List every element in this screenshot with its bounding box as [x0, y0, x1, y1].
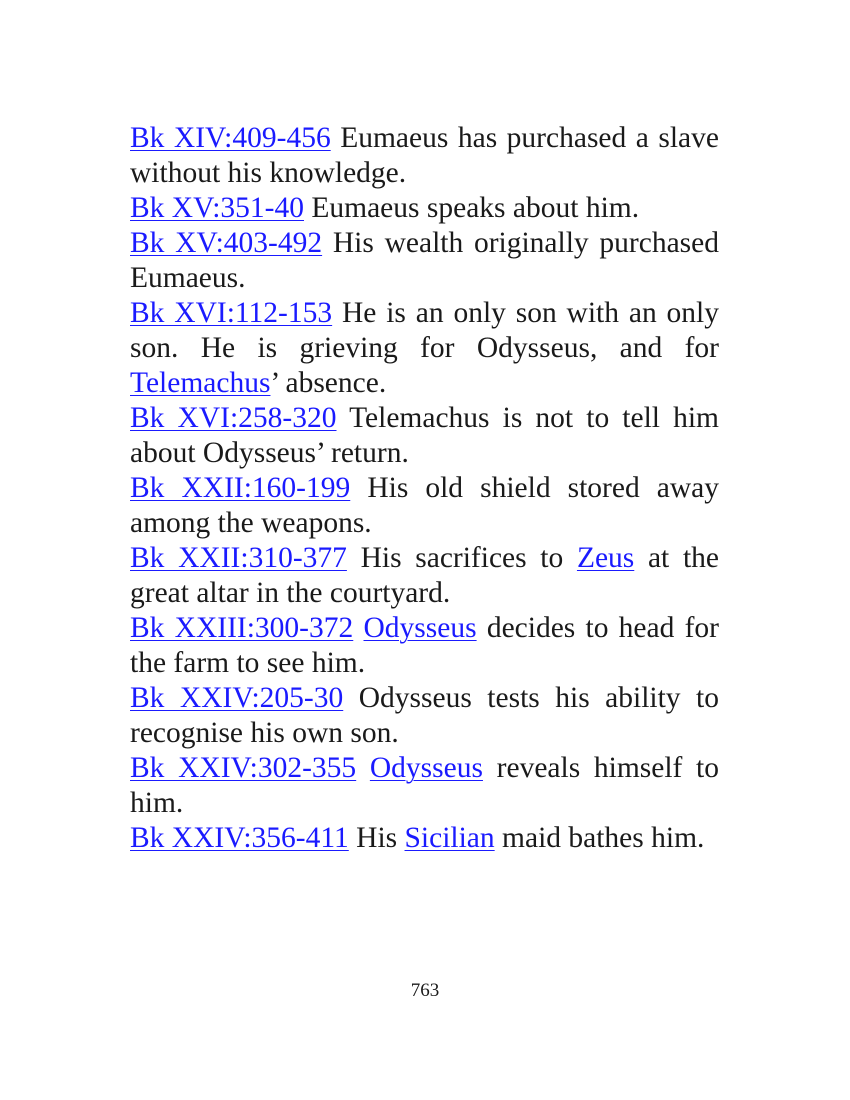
book-reference-link[interactable]: Bk XXII:160-199: [130, 472, 351, 504]
entry-text: He is an only son with an only son. He is grieving for Odysseus, and for: [130, 297, 719, 364]
entry-text: His wealth originally purchased Eumaeus.: [130, 227, 719, 294]
entry-text: maid bathes him.: [494, 822, 705, 854]
entry-list: [130, 121, 719, 856]
book-reference-link[interactable]: Bk XXIV:205-30: [130, 682, 344, 714]
book-reference-link[interactable]: Bk XVI:258-320: [130, 402, 337, 434]
entry-paragraph: [130, 471, 719, 541]
entry-paragraph: [130, 821, 719, 856]
entry-text: Eumaeus speaks about him.: [304, 192, 640, 224]
book-reference-link[interactable]: Bk XVI:112-153: [130, 297, 333, 329]
page-number: 763: [410, 980, 440, 1001]
entry-paragraph: [130, 611, 719, 681]
entry-text: His sacrifices to: [346, 542, 577, 574]
entry-text: decides to head for the farm to see him.: [130, 612, 719, 679]
entry-text: Eumaeus has purchased a slave without his knowledge.: [130, 122, 719, 189]
entry-text: His: [348, 822, 405, 854]
name-link[interactable]: Telemachus: [130, 367, 271, 399]
entry-text: at the great altar in the courtyard.: [130, 542, 719, 609]
entry-paragraph: [130, 226, 719, 296]
entry-text: His old shield stored away among the weapons.: [130, 472, 720, 539]
name-link[interactable]: Zeus: [576, 542, 635, 574]
name-link[interactable]: Odysseus: [369, 752, 483, 784]
book-reference-link[interactable]: Bk XV:351-40: [130, 192, 304, 224]
entry-paragraph: [130, 751, 719, 821]
entry-paragraph: [130, 191, 719, 226]
entry-paragraph: [130, 541, 719, 611]
book-reference-link[interactable]: Bk XXIII:300-372: [130, 612, 354, 644]
entry-text: Telemachus is not to tell him about Odysseus’ return.: [130, 402, 719, 469]
entry-text: ’ absence.: [270, 367, 387, 399]
book-reference-link[interactable]: Bk XXII:310-377: [130, 542, 347, 574]
entry-text: Odysseus tests his ability to recognise his own son.: [130, 682, 719, 749]
entry-paragraph: [130, 121, 719, 191]
entry-text: [353, 612, 363, 644]
book-reference-link[interactable]: Bk XIV:409-456: [130, 122, 331, 154]
book-reference-link[interactable]: Bk XXIV:356-411: [130, 822, 349, 854]
name-link[interactable]: Odysseus: [363, 612, 477, 644]
entry-paragraph: [130, 681, 719, 751]
name-link[interactable]: Sicilian: [404, 822, 495, 854]
entry-text: reveals himself to him.: [130, 752, 719, 819]
entry-text: [356, 752, 370, 784]
book-reference-link[interactable]: Bk XV:403-492: [130, 227, 323, 259]
entry-paragraph: [130, 296, 719, 401]
entry-paragraph: [130, 401, 719, 471]
book-reference-link[interactable]: Bk XXIV:302-355: [130, 752, 357, 784]
